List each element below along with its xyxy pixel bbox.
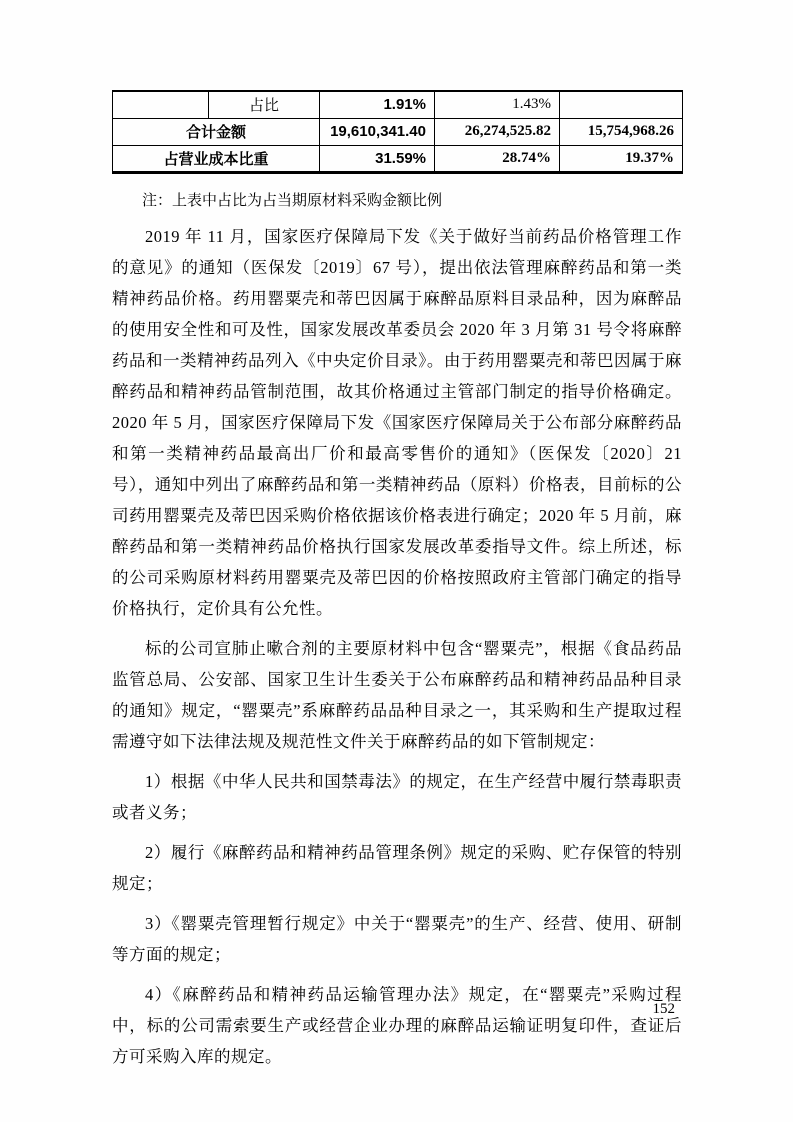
- content-area: [112, 90, 682, 1072]
- table-footnote: 注：上表中占比为占当期原材料采购金额比例: [142, 192, 443, 209]
- regulation-item-4: 4）《麻醉药品和精神药品运输管理办法》规定，在“罂粟壳”采购过程中，标的公司需索要生产或经营企业办理的麻醉品运输证明复印件，查证后方可采购入库的规定。: [112, 984, 682, 1066]
- cell-total-period2: 26,274,525.82: [435, 118, 560, 145]
- cell-total-period3: 15,754,968.26: [560, 118, 683, 145]
- paragraph-pricing-policy: 2019 年 11 月，国家医疗保障局下发《关于做好当前药品价格管理工作的意见》的通知（医保发〔2019〕67 号），提出依法管理麻醉药品和第一类精神药品价格。药用罂粟壳和蒂巴因属于麻醉品原料目录品种，因为麻醉品的使用安全性和可及性，国家发展改革委员会 2020 年 3 月第 31 号令将麻醉药品和一类精神药品列入《中央定价目录》。由于药用罂粟壳和蒂巴因属于麻醉药品和精神药品管制范围，故其价格通过主管部门制定的指导价格确定。2020 年 5 月，国家医疗保障局下发《国家医疗保障局关于公布部分麻醉药品和第一类精神药品最高出厂价和最高零售价的通知》（医保发〔2020〕21 号），通知中列出了麻醉药品和第一类精神药品（原料）价格表，目前标的公司药用罂粟壳及蒂巴因采购价格依据该价格表进行确定；2020 年 5 月前，麻醉药品和第一类精神药品价格执行国家发展改革委指导文件。综上所述，标的公司采购原材料药用罂粟壳及蒂巴因的价格按照政府主管部门确定的指导价格执行，定价具有公允性。: [112, 226, 682, 618]
- regulation-item-1: 1）根据《中华人民共和国禁毒法》的规定，在生产经营中履行禁毒职责或者义务；: [112, 771, 682, 822]
- cell-cost-ratio-period1: 31.59%: [320, 145, 435, 172]
- cell-cost-ratio-period2: 28.74%: [435, 145, 560, 172]
- cell-ratio-period1: 1.91%: [320, 91, 435, 118]
- table-row-ratio: [113, 91, 683, 118]
- cell-total-label: 合计金额: [113, 118, 320, 145]
- cell-ratio-period3: [560, 91, 683, 118]
- regulation-item-3: 3）《罂粟壳管理暂行规定》中关于“罂粟壳”的生产、经营、使用、研制等方面的规定；: [112, 913, 682, 964]
- cell-ratio-label: 占比: [209, 91, 320, 118]
- cell-blank: [113, 91, 209, 118]
- cell-ratio-period2: 1.43%: [435, 91, 560, 118]
- page-number: 152: [652, 1001, 675, 1017]
- cell-total-period1: 19,610,341.40: [320, 118, 435, 145]
- table-row-total: [113, 118, 683, 145]
- procurement-summary-table: [112, 90, 683, 174]
- table-row-cost-ratio: [113, 145, 683, 172]
- cell-cost-ratio-label: 占营业成本比重: [113, 145, 320, 172]
- regulation-item-2: 2）履行《麻醉药品和精神药品管理条例》规定的采购、贮存保管的特别规定；: [112, 842, 682, 893]
- paragraph-poppy-husk-catalog: 标的公司宣肺止嗽合剂的主要原材料中包含“罂粟壳”，根据《食品药品监管总局、公安部、国家卫生计生委关于公布麻醉药品和精神药品品种目录的通知》规定，“罂粟壳”系麻醉药品品种目录之一，其采购和生产提取过程需遵守如下法律法规及规范性文件关于麻醉药品的如下管制规定：: [112, 638, 682, 751]
- cell-cost-ratio-period3: 19.37%: [560, 145, 683, 172]
